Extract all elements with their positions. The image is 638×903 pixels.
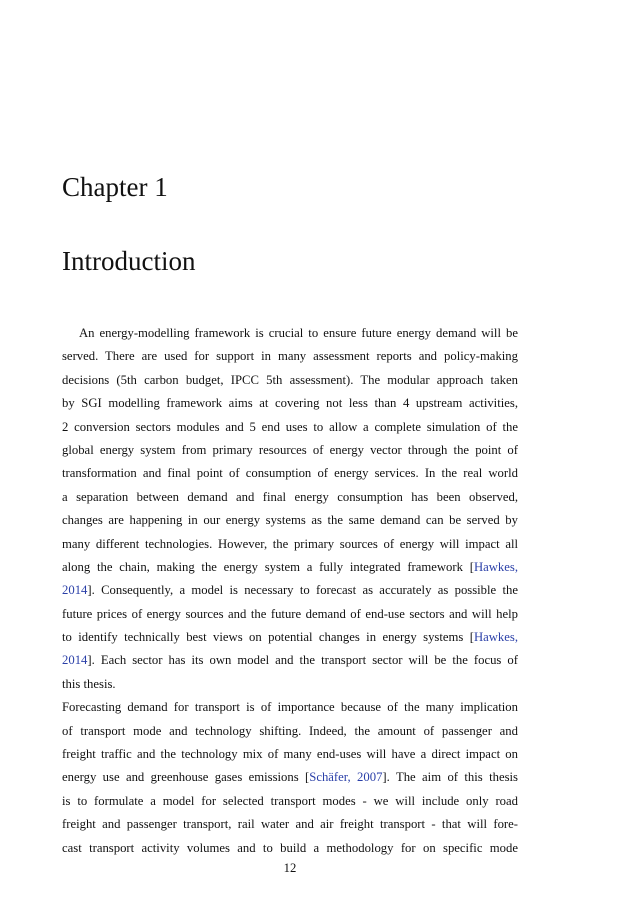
line-text: ]. The aim of this thesis bbox=[382, 770, 518, 785]
text-line: many different technologies. However, the primary sources of energy will impact all bbox=[62, 536, 518, 551]
text-line bbox=[62, 766, 518, 789]
text-line: of transport mode and technology shifting. Indeed, the amount of passenger and bbox=[62, 723, 518, 738]
text-line: Forecasting demand for transport is of importance because of the many implication bbox=[62, 700, 518, 715]
citation-link[interactable]: 2014 bbox=[62, 583, 88, 598]
line-text: energy use and greenhouse gases emissions [ bbox=[62, 770, 310, 785]
text-line bbox=[62, 649, 518, 672]
text-line: An energy-modelling framework is crucial to ensure future energy demand will be bbox=[79, 326, 518, 340]
citation-link[interactable]: Schäfer, 2007 bbox=[309, 770, 383, 785]
citation-link[interactable]: Hawkes, bbox=[473, 559, 518, 574]
line-text: to identify technically best views on potential changes in energy systems [ bbox=[62, 630, 474, 645]
text-line: served. There are used for support in many assessment reports and policy-making bbox=[62, 349, 518, 364]
text-line bbox=[62, 556, 518, 579]
citation-link[interactable]: Hawkes, bbox=[473, 630, 518, 645]
text-line: decisions (5th carbon budget, IPCC 5th assessment). The modular approach taken bbox=[62, 372, 518, 387]
text-line: cast transport activity volumes and to build a methodology for on specific mode bbox=[62, 840, 518, 855]
text-line: future prices of energy sources and the future demand of end-use sectors and will help bbox=[62, 606, 518, 621]
citation-link[interactable]: 2014 bbox=[62, 653, 88, 668]
text-line: is to formulate a model for selected transport modes - we will include only road bbox=[62, 793, 518, 808]
text-line: a separation between demand and final energy consumption has been observed, bbox=[62, 489, 518, 504]
body-text bbox=[62, 322, 518, 860]
text-line: freight and passenger transport, rail water and air freight transport - that will fore- bbox=[62, 817, 518, 832]
line-text: along the chain, making the energy system a fully integrated framework [ bbox=[62, 559, 474, 574]
chapter-label: Chapter 1 bbox=[62, 172, 168, 202]
text-line: global energy system from primary resources of energy vector through the point of bbox=[62, 442, 518, 457]
line-text: ]. Consequently, a model is necessary to forecast as accurately as possible the bbox=[87, 583, 518, 598]
text-line: this thesis. bbox=[62, 676, 116, 691]
text-line: by SGI modelling framework aims at covering not less than 4 upstream activities, bbox=[62, 396, 518, 411]
line-text: ]. Each sector has its own model and the transport sector will be the focus of bbox=[87, 653, 518, 668]
text-line: 2 conversion sectors modules and 5 end uses to allow a complete simulation of the bbox=[62, 419, 518, 434]
text-line: freight traffic and the technology mix of many end-uses will have a direct impact on bbox=[62, 747, 518, 762]
text-line: transformation and final point of consumption of energy services. In the real world bbox=[62, 466, 518, 481]
text-line: changes are happening in our energy systems as the same demand can be served by bbox=[62, 513, 518, 528]
text-line bbox=[62, 579, 518, 602]
page-number: 12 bbox=[283, 861, 297, 875]
text-line bbox=[62, 626, 518, 649]
chapter-title: Introduction bbox=[62, 246, 196, 276]
